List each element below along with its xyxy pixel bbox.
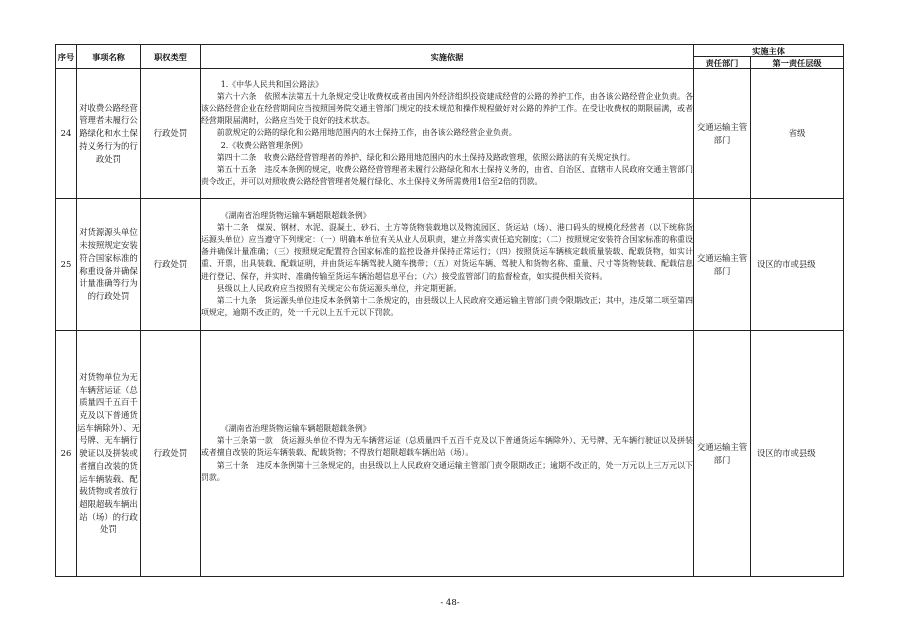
header-seq: 序号 [56,45,77,69]
basis-paragraph: 《湖南省治理货物运输车辆超限超载条例》 [220,423,371,433]
row-item-name: 对收费公路经营管理者未履行公路绿化和水土保持义务行为的行政处罚 [77,69,141,199]
row-level: 省级 [751,69,844,199]
table-row [56,69,844,199]
responsibility-table [55,44,844,577]
row-basis [201,331,694,577]
page-number: - 48- [440,598,460,608]
header-basis: 实施依据 [201,45,694,69]
row-seq: 25 [56,199,77,331]
row-seq: 24 [56,69,77,199]
row-dept: 交通运输主管部门 [694,331,751,577]
basis-paragraph: 第二十九条 货运源头单位违反本条例第十二条规定的，由县级以上人民政府交通运输主管部门责令限期改正；其中，违反第二项至第四项规定，逾期不改正的，处一千元以上五千元以下罚款。 [201,296,693,318]
row-basis [201,199,694,331]
table-row [56,331,844,577]
header-power-type: 职权类型 [141,45,201,69]
header-subject: 实施主体 [694,45,844,57]
row-dept: 交通运输主管部门 [694,69,751,199]
row-level: 设区的市或县级 [751,331,844,577]
row-seq: 26 [56,331,77,577]
row-item-name: 对货物单位为无车辆营运证（总质量四千五百千克及以下普通货运车辆除外）、无号牌、无车辆行驶证以及拼装或者擅自改装的货运车辆装载、配载货物或者放行超限超载车辆出站（场）的行政处罚 [77,331,141,577]
basis-paragraph: 第六十六条 依照本法第五十九条规定受让收费权或者由国内外经济组织投资建成经营的公路的养护工作，由各该公路经营企业负责。各该公路经营企业在经营期间应当按照国务院交通主管部门规定的技术规范和操作规程做好对公路的养护工作。在受让收费权的期限届满，或者经营期限届满时，公路应当处于良好的技术状态。 [201,91,693,126]
row-dept: 交通运输主管部门 [694,199,751,331]
basis-paragraph: 2.《收费公路管理条例》 [220,140,308,150]
basis-paragraph: 第十三条第一款 货运源头单位不得为无车辆营运证（总质量四千五百千克及以下普通货运车辆除外）、无号牌、无车辆行驶证以及拼装或者擅自改装的货运车辆装载、配载货物；不得放行超限超载车辆出站（场）。 [201,436,693,458]
row-item-name: 对货源源头单位未按照规定安装符合国家标准的称重设备并确保计量准确等行为的行政处罚 [77,199,141,331]
table-row [56,199,844,331]
header-level: 第一责任层级 [751,57,844,69]
basis-paragraph: 第三十条 违反本条例第十三条规定的，由县级以上人民政府交通运输主管部门责令限期改正；逾期不改正的，处一万元以上三万元以下罚款。 [201,460,693,482]
basis-paragraph: 《湖南省治理货物运输车辆超限超载条例》 [220,210,371,220]
header-item-name: 事项名称 [77,45,141,69]
basis-paragraph: 第四十二条 收费公路经营管理者的养护、绿化和公路用地范围内的水土保持及路政管理，依照公路法的有关规定执行。 [216,152,636,162]
basis-paragraph: 县级以上人民政府应当按照有关规定公布货运源头单位，并定期更新。 [216,283,462,293]
row-level: 设区的市或县级 [751,199,844,331]
row-power-type: 行政处罚 [141,199,201,331]
basis-paragraph: 第十二条 煤炭、钢材、水泥、混凝土、砂石、土方等货物装载地以及物流园区、货运站（场）、港口码头的规模化经营者（以下统称货运源头单位）应当遵守下列规定：（一）明确本单位有关从业人员职责，建立并落实责任追究制度；（二）按照规定安装符合国家标准的称重设备并确保计量准确；（三）按照规定配置符合国家标准的监控设备并保持正常运行；（四）按照货运车辆核定载质量装载、配载货物，如实计重、开票，出具装载、配载证明，并由货运车辆驾驶人随车携带；（五）对货运车辆、驾驶人和货物名称、重量、尺寸等货物装载、配载信息进行登记、保存，并实时、准确传输至货运车辆治超信息平台；（六）接受监管部门的监督检查，如实提供相关资料。 [201,222,693,281]
row-power-type: 行政处罚 [141,69,201,199]
basis-paragraph: 1.《中华人民共和国公路法》 [220,79,323,89]
basis-paragraph: 前款规定的公路的绿化和公路用地范围内的水土保持工作，由各该公路经营企业负责。 [216,128,517,138]
header-dept: 责任部门 [694,57,751,69]
row-power-type: 行政处罚 [141,331,201,577]
row-basis [201,69,694,199]
basis-paragraph: 第五十五条 违反本条例的规定，收费公路经营管理者未履行公路绿化和水土保持义务的，由省、自治区、直辖市人民政府交通主管部门责令改正，并可以对照收费公路经营管理者处履行绿化、水土保持义务所需费用1倍至2倍的罚款。 [201,165,693,187]
